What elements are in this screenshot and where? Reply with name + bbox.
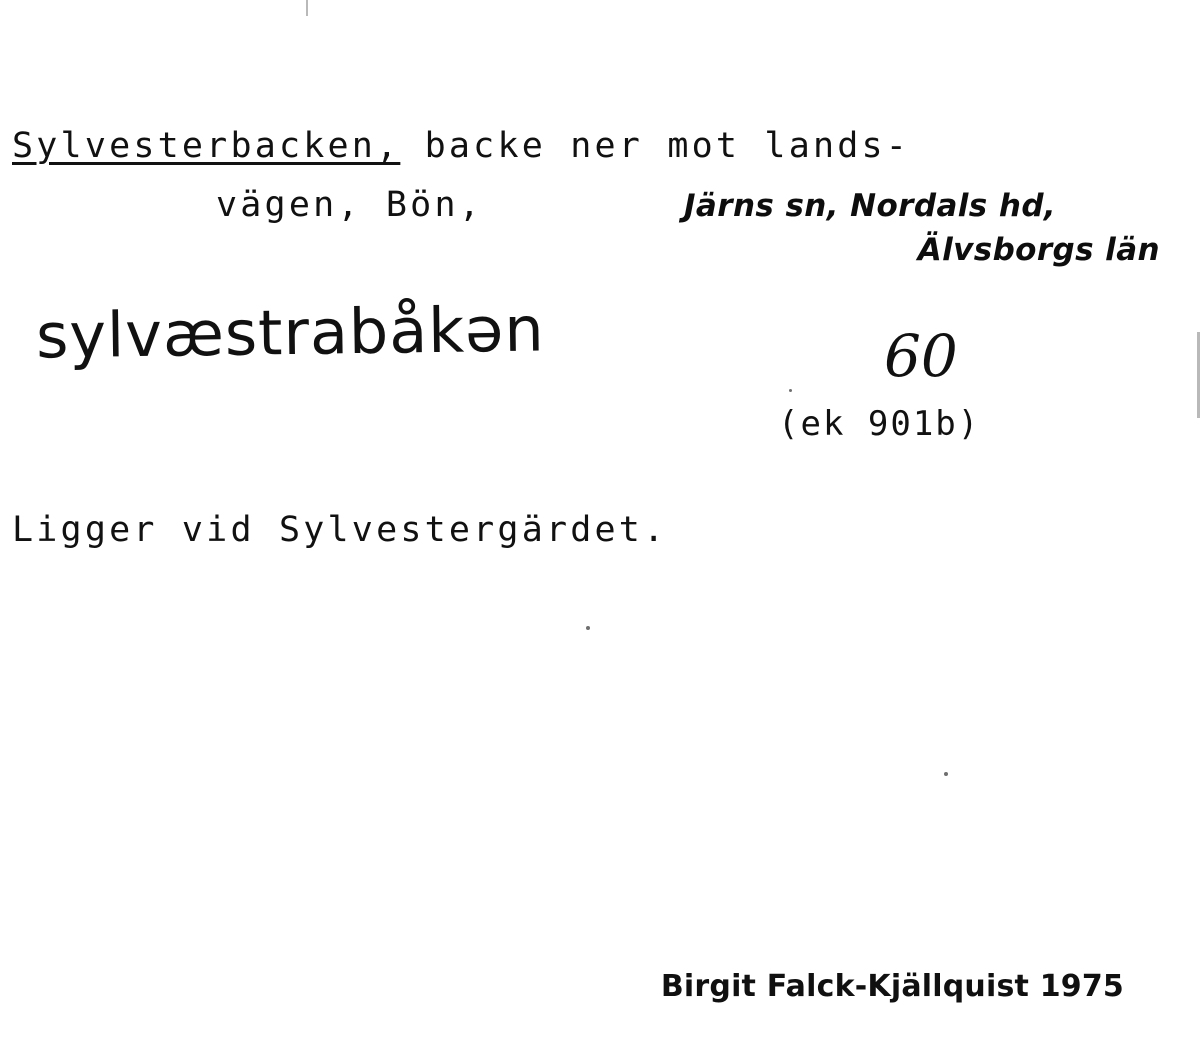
note-text: Ligger vid Sylvestergärdet. [12,510,668,550]
county: Älvsborgs län [917,232,1160,268]
headword-description-line2: vägen, Bön, [216,185,483,225]
phonetic-part-2: ən [464,292,546,367]
scan-edge-mark-top [306,0,308,16]
phonetic-part-1: sylvæstrabåk [35,293,466,373]
headword-description: backe ner mot lands- [400,126,911,166]
map-reference: (ek 901b) [778,404,981,444]
signature: Birgit Falck-Kjällquist 1975 [660,969,1124,1004]
card-number: 60 [884,322,958,390]
scan-speck [944,772,948,776]
scan-speck [789,389,792,392]
headword: Sylvesterbacken, [12,126,401,166]
headline [12,126,910,166]
scan-speck [586,626,590,630]
phonetic-transcription [36,292,546,372]
parish-district: Järns sn, Nordals hd, [684,188,1057,224]
